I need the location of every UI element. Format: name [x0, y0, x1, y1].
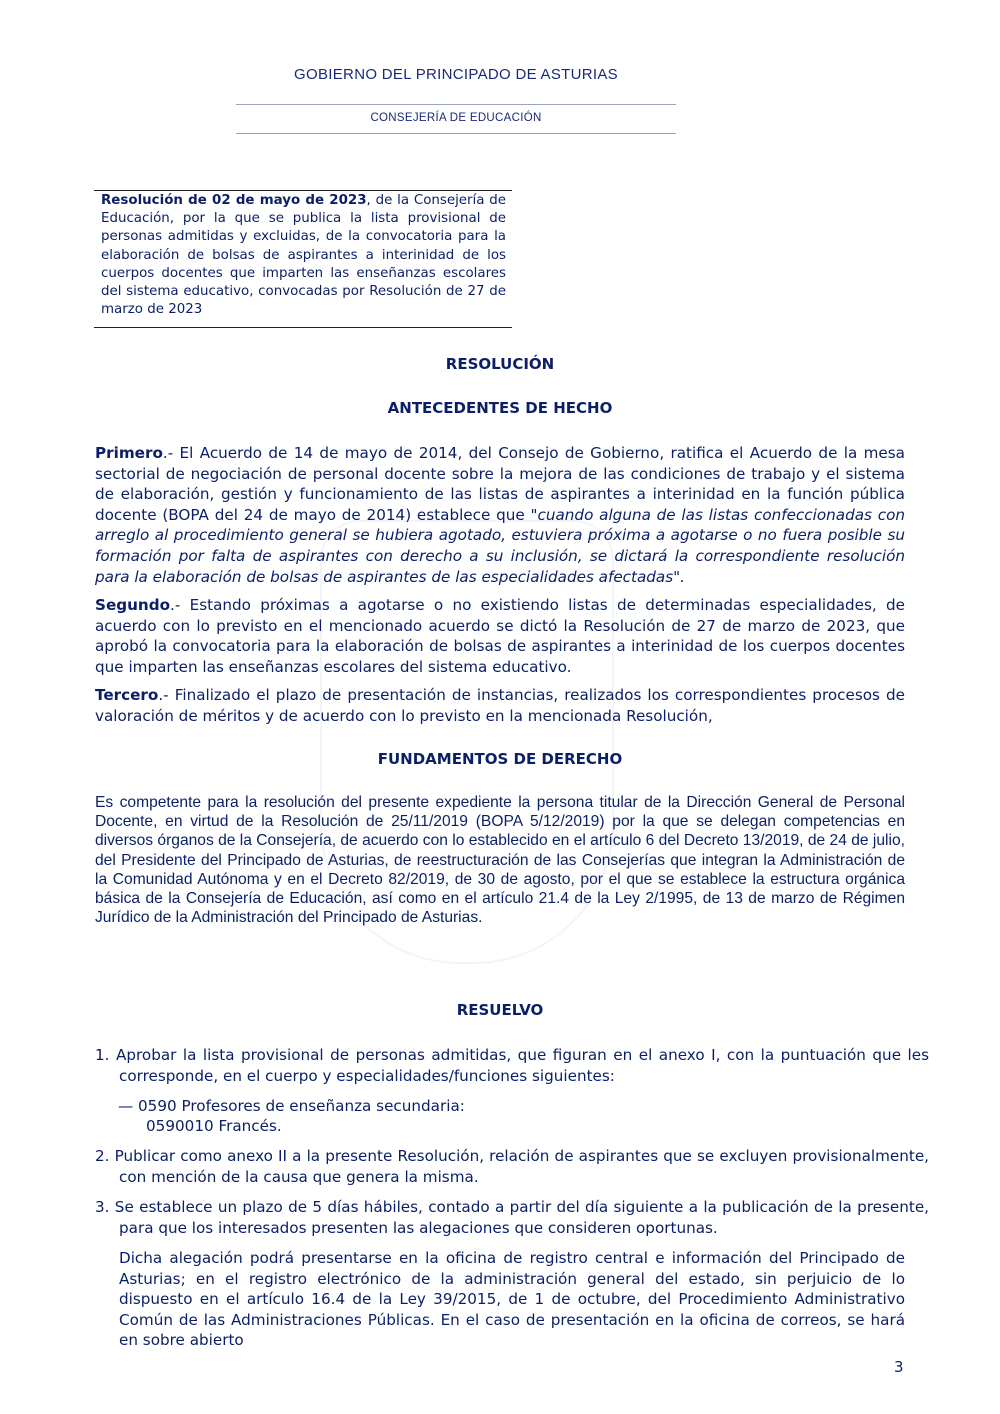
tercero-label: Tercero	[95, 686, 159, 704]
resuelvo-item-1-body: — 0590 Profesores de enseñanza secundaria:	[118, 1097, 465, 1115]
resolution-summary	[101, 192, 506, 319]
primero-label: Primero	[95, 444, 163, 462]
primero-text: .- El Acuerdo de 14 de mayo de 2014, del Consejo de Gobierno, ratifica el Acuerdo de la mesa sectorial de negociación de personal docente sobre la mejora de las condiciones de trabajo y el sistema de elaboración, gestión y funcionamiento de las listas de aspirantes a interinidad en la función pública docente (BOPA del 24 de mayo de 2014) establece que	[95, 444, 905, 524]
heading-resuelvo: RESUELVO	[456, 1001, 544, 1019]
header-divider-top	[236, 104, 676, 105]
resuelvo-item-1: 1. Aprobar la lista provisional de personas admitidas, que figuran en el anexo I, con la puntuación que les corresponde, en el cuerpo y especialidades/funciones siguientes:	[95, 1046, 929, 1085]
resolution-summary-box	[94, 190, 512, 328]
resuelvo-item-3: 3. Se establece un plazo de 5 días hábiles, contado a partir del día siguiente a la publicación de la presente, para que los interesados presenten las alegaciones que consideren oportunas.	[95, 1198, 929, 1237]
paragraph-segundo	[95, 595, 905, 677]
paragraph-fundamentos: Es competente para la resolución del presente expediente la persona titular de la Dirección General de Personal Docente, en virtud de la Resolución de 25/11/2019 (BOPA 5/12/2019) por la que se delegan competencias en diversos órganos de la Consejería, de acuerdo con lo establecido en el artículo 6 del Decreto 13/2019, de 24 de julio, del Presidente del Principado de Asturias, de reestructuración de las Consejerías que integran la Administración de la Comunidad Autónoma y en el Decreto 82/2019, de 30 de agosto, por el que se establece la estructura orgánica básica de la Consejería de Educación, así como en el artículo 21.4 de la Ley 2/1995, de 13 de marzo de Régimen Jurídico de la Administración del Principado de Asturias.	[95, 794, 905, 927]
resuelvo-item-2: 2. Publicar como anexo II a la presente Resolución, relación de aspirantes que se excluyen provisionalmente, con mención de la causa que genera la misma.	[95, 1147, 929, 1186]
heading-antecedentes: ANTECEDENTES DE HECHO	[387, 399, 613, 417]
header-divider-bottom	[236, 133, 676, 134]
summary-body: , de la Consejería de Educación, por la que se publica la lista provisional de personas admitidas y excluidas, de la convocatoria para la elaboración de bolsas de aspirantes a interinidad de los cuerpos docentes que imparten las enseñanzas escolares del sistema educativo, convocadas por Resolución de 27 de marzo de 2023	[101, 193, 507, 318]
tercero-text: .- Finalizado el plazo de presentación de instancias, realizados los correspondientes procesos de valoración de méritos y de acuerdo con lo previsto en la mencionada Resolución,	[95, 686, 905, 725]
resuelvo-item-1-specialty: 0590010 Francés.	[146, 1117, 282, 1135]
paragraph-primero	[95, 443, 905, 587]
segundo-text: .- Estando próximas a agotarse o no existiendo listas de determinadas especialidades, de acuerdo con lo previsto en el mencionado acuerdo se dictó la Resolución de 27 de marzo de 2023, que aprobó la convocatoria para la elaboración de bolsas de aspirantes a interinidad de los cuerpos docentes que imparten las enseñanzas escolares del sistema educativo.	[95, 596, 905, 676]
government-title: GOBIERNO DEL PRINCIPADO DE ASTURIAS	[294, 66, 618, 83]
heading-fundamentos: FUNDAMENTOS DE DERECHO	[377, 750, 623, 768]
page-number: 3	[894, 1358, 904, 1376]
primero-quote: "cuando alguna de las listas confeccionadas con arreglo al procedimiento general se hubiera agotado, estuviera próxima a agotarse o no fuera posible su formación por falta de aspirantes con derecho a su inclusión, se dictará la correspondiente resolución para la elaboración de bolsas de aspirantes de las especialidades afectadas".	[95, 505, 905, 586]
summary-bold-title: Resolución de 02 de mayo de 2023	[101, 193, 367, 208]
resuelvo-item-3-paragraph: Dicha alegación podrá presentarse en la oficina de registro central e información del Principado de Asturias; en el registro electrónico de la administración general del estado, sin perjuicio de lo dispuesto en el artículo 16.4 de la Ley 39/2015, de 1 de octubre, del Procedimiento Administrativo Común de las Administraciones Públicas. En el caso de presentación en la oficina de correos, se hará en sobre abierto	[119, 1249, 905, 1350]
heading-resolucion: RESOLUCIÓN	[445, 355, 555, 373]
segundo-label: Segundo	[95, 596, 171, 614]
department-subtitle: CONSEJERÍA DE EDUCACIÓN	[370, 112, 542, 124]
paragraph-tercero	[95, 685, 905, 726]
